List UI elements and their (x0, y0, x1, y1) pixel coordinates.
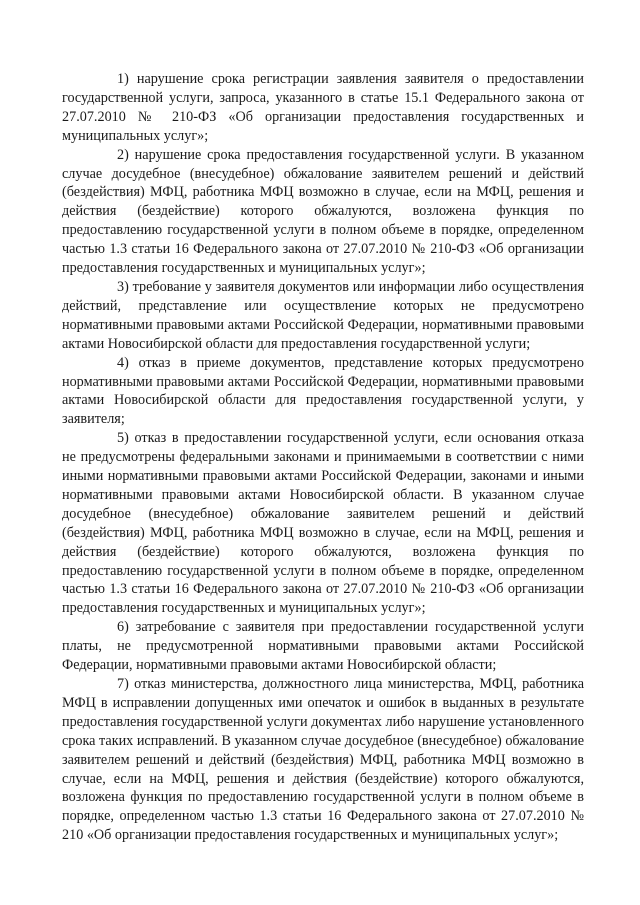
list-item-4: 4) отказ в приеме документов, представление которых предусмотрено нормативными правовыми актами Российской Федерации, нормативными правовыми актами Новосибирской области для предоставления государственной услуги, у заявителя; (62, 354, 584, 428)
list-item-5: 5) отказ в предоставлении государственной услуги, если основания отказа не предусмотрены федеральными законами и принимаемыми в соответствии с ними иными нормативными правовыми актами Российской Федерации, законами и иными нормативными правовыми актами Новосибирской области. В указанном случае досудебное (внесудебное) обжалование заявителем решений и действий (бездействия) МФЦ, работника МФЦ возможно в случае, если на МФЦ, решения и действия (бездействие) которого обжалуются, возложена функция по предоставлению государственной услуги в полном объеме в порядке, определенном частью 1.3 статьи 16 Федерального закона от 27.07.2010 № 210-ФЗ «Об организации предоставления государственных и муниципальных услуг»; (62, 430, 584, 617)
list-item-2: 2) нарушение срока предоставления государственной услуги. В указанном случае досудебное (внесудебное) обжалование заявителем решений и действий (бездействия) МФЦ, работника МФЦ возможно в случае, если на МФЦ, решения и действия (бездействие) которого обжалуются, возложена функция по предоставлению государственной услуги в полном объеме в порядке, определенном частью 1.3 статьи 16 Федерального закона от 27.07.2010 № 210-ФЗ «Об организации предоставления государственных и муниципальных услуг»; (62, 146, 584, 277)
list-item-3: 3) требование у заявителя документов или информации либо осуществления действий, представление или осуществление которых не предусмотрено нормативными правовыми актами Российской Федерации, нормативными правовыми актами Новосибирской области для предоставления государственной услуги; (62, 278, 584, 352)
list-item-1: 1) нарушение срока регистрации заявления заявителя о предоставлении государственной услуги, запроса, указанного в статье 15.1 Федерального закона от 27.07.2010 № 210-ФЗ «Об организации предоставления государственных и муниципальных услуг»; (62, 71, 584, 144)
list-item-7: 7) отказ министерства, должностного лица министерства, МФЦ, работника МФЦ в исправлении допущенных ими опечаток и ошибок в выданных в результате предоставления государственной услуги документах либо нарушение установленного срока таких исправлений. В указанном случае досудебное (внесудебное) обжалование заявителем решений и действий (бездействия) МФЦ, работника МФЦ возможно в случае, если на МФЦ, решения и действия (бездействие) которого обжалуются, возложена функция по предоставлению государственной услуги в полном объеме в порядке, определенном частью 1.3 статьи 16 Федерального закона от 27.07.2010 № 210 «Об организации предоставления государственных и муниципальных услуг»; (62, 676, 584, 844)
list-item-6: 6) затребование с заявителя при предоставлении государственной услуги платы, не предусмотренной нормативными правовыми актами Российской Федерации, нормативными правовыми актами Новосибирской области; (62, 619, 584, 674)
document-body (62, 70, 584, 845)
